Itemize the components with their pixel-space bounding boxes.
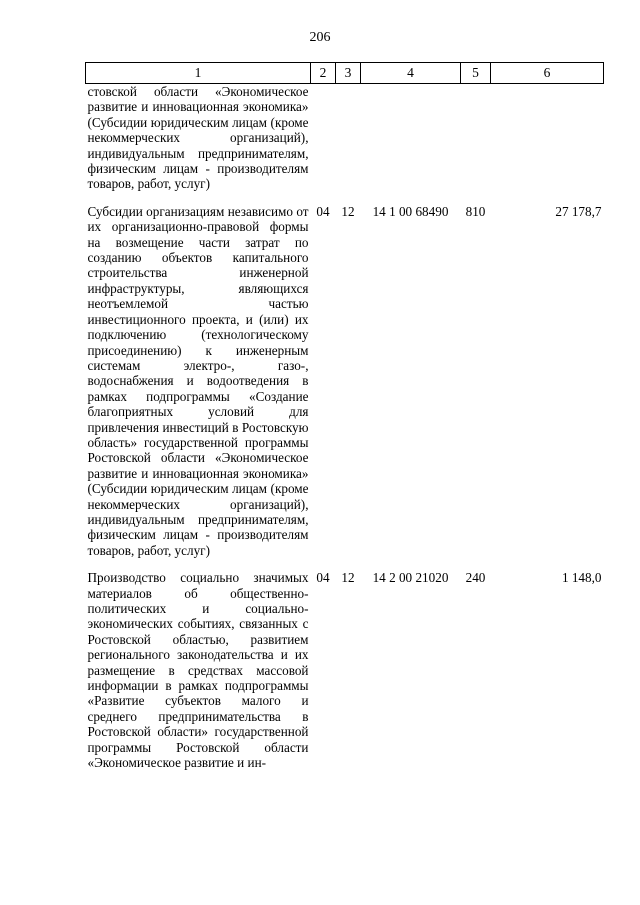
row-target-code: 14 1 00 68490	[372, 203, 449, 219]
row-subsection-code	[336, 84, 361, 192]
row-target-code	[361, 84, 461, 192]
row-amount: 1 148,0	[561, 570, 602, 586]
column-header-2: 2	[311, 63, 336, 84]
row-spacer	[86, 558, 604, 570]
row-description: Субсидии организациям независимо от их организационно-правовой формы на возмещение части затрат по созданию объектов капитального строительства инженерной инфраструктуры, являющихся неотъемлемой частью инвестиционного проекта, и (или) их подключению (технологическому присоединению) к инженерным системам электро-, газо-, водоснабжения и водоотведения в рамках подпрограммы «Создание благоприятных условий для привлечения инвестиций в Ростовскую область» государственной программы Ростовской области «Экономическое развитие и инновационная экономика» (Субсидии юридическим лицам (кроме некоммерческих организаций), индивидуальным предпринимателям, физическим лицам - производителям товаров, работ, услуг)	[87, 203, 309, 558]
row-subsection-code: 12	[341, 570, 355, 586]
column-header-4: 4	[361, 63, 461, 84]
row-expense-type-code: 240	[465, 570, 486, 586]
page-number: 206	[309, 30, 331, 45]
row-target-code: 14 2 00 21020	[372, 570, 449, 586]
row-expense-type-code: 810	[465, 203, 486, 219]
row-description: Производство социально значимых материалов об общественно-политических и социально-экономических событиях, связанных с Ростовской областью, развитием регионального законодательства и их размещение в средствах массовой информации в рамках подпрограммы «Развитие субъектов малого и среднего предпринимательства в Ростовской области» государственной программы Ростовской области «Экономическое развитие и ин-	[87, 570, 309, 771]
row-expense-type-code	[461, 84, 491, 192]
row-description: стовской области «Экономическое развитие и инновационная экономика» (Субсидии юридическим лицам (кроме некоммерческих организаций), индивидуальным предпринимателям, физическим лицам - производителям товаров, работ, услуг)	[87, 84, 309, 192]
table-row	[86, 204, 604, 558]
row-section-code: 04	[316, 570, 330, 586]
column-header-1: 1	[86, 63, 311, 84]
row-subsection-code: 12	[341, 203, 355, 219]
table-row	[86, 84, 604, 192]
column-header-3: 3	[336, 63, 361, 84]
budget-table	[85, 62, 604, 770]
table-row	[86, 570, 604, 770]
column-header-6: 6	[491, 63, 604, 84]
column-header-5: 5	[461, 63, 491, 84]
table-header-row	[86, 63, 604, 84]
row-section-code	[311, 84, 336, 192]
row-amount	[491, 84, 604, 192]
row-spacer	[86, 192, 604, 204]
row-amount: 27 178,7	[555, 203, 602, 219]
row-section-code: 04	[316, 203, 330, 219]
